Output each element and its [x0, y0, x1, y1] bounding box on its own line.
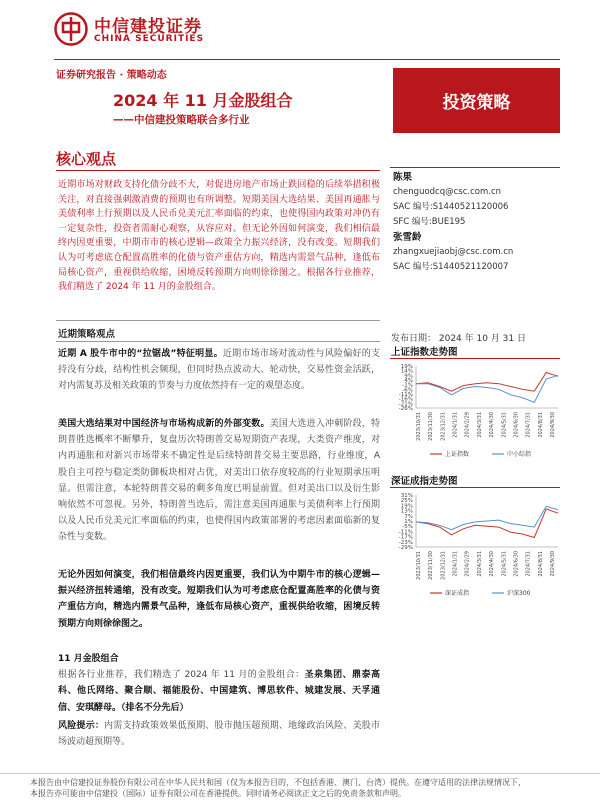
x-tick-label: 2023/10/31 [416, 551, 422, 580]
analyst-name: 陈果 [393, 172, 413, 183]
strategy-label: 投资策略 [442, 93, 511, 113]
legend-label: 沪深300 [507, 590, 531, 597]
analyst-divider [390, 167, 560, 168]
x-tick-label: 2024/5/31 [501, 412, 508, 438]
core-views-title: 核心观点 [56, 150, 117, 168]
disclaimer-footer [30, 777, 590, 799]
gold-portfolio-text [58, 667, 380, 716]
y-tick-label: -29% [398, 545, 413, 551]
gold-portfolio-intro: 根据各行业推荐，我们精选了 2024 年 11 月的金股组合： [58, 670, 305, 681]
gold-portfolio-title: 11 月金股组合 [58, 654, 119, 664]
analyst-email[interactable]: chenguodcq@csc.com.cn [393, 187, 502, 197]
paragraph-lead: 近期 A 股牛市中的“拉锯战”特征明显。 [58, 349, 223, 359]
y-tick-label: 31% [400, 493, 413, 499]
x-tick-label: 2024/7/31 [525, 551, 532, 577]
logo-english-name: CHINA SECURITIES [94, 34, 205, 44]
risk-warning [58, 718, 380, 750]
shenzhen-index-chart [390, 491, 560, 601]
analyst-email[interactable]: zhangxuejiaobj@csc.com.cn [393, 247, 514, 257]
report-subtitle: ——中信建投策略联合多行业 [113, 114, 250, 126]
x-tick-label: 2024/6/30 [513, 412, 520, 438]
risk-warning-lead: 风险提示： [58, 720, 105, 731]
y-tick-label: -23% [398, 539, 413, 546]
paragraph-internal-factors: 无论外因如何演变，我们相信最终内因更重要，我们认为中期牛市的核心逻辑—振兴经济扭转通缩，没有改变。短期我们认为可考虑底仓配置高胜率的化债与资产重估方向，精选内需景气品种，逢低布局核心资产，重视供给收缩，困境反转预期方向则徐徐图之。 [58, 570, 380, 629]
paragraph-market-battle [58, 346, 380, 395]
report-type: 证券研究报告 · 策略动态 [56, 70, 167, 81]
x-tick-label: 2023/11/30 [428, 412, 435, 441]
x-tick-label: 2024/7/31 [525, 412, 532, 438]
x-tick-label: 2024/5/31 [501, 551, 508, 577]
y-tick-label: -16% [398, 396, 413, 403]
logo-mark-icon [54, 12, 88, 46]
company-logo [54, 10, 224, 50]
y-tick-label: 13% [400, 508, 413, 515]
y-tick-label: 7% [404, 513, 413, 520]
legend-label: 中小综指 [507, 451, 532, 458]
x-tick-label: 2024/3/31 [476, 551, 483, 577]
y-tick-label: 14% [400, 368, 413, 375]
y-tick-label: -11% [398, 529, 413, 536]
y-tick-label: 4% [404, 378, 413, 384]
x-tick-label: 2024/6/30 [513, 551, 520, 577]
y-tick-label: 1% [404, 519, 413, 525]
x-tick-label: 2024/2/29 [464, 551, 471, 577]
y-tick-label: 25% [400, 498, 413, 505]
x-tick-label: 2024/3/31 [476, 412, 483, 438]
y-tick-label: -5% [402, 524, 413, 531]
y-tick-label: -1% [402, 382, 413, 389]
paragraph-lead: 美国大选结果对中国经济与市场构成新的外部变数。 [58, 419, 270, 429]
y-tick-label: -11% [398, 392, 413, 398]
chart-divider [390, 487, 560, 488]
x-tick-label: 2023/12/31 [440, 412, 447, 441]
y-tick-label: -26% [398, 406, 413, 412]
x-tick-label: 2024/9/30 [550, 412, 556, 438]
core-views-divider [56, 170, 380, 171]
gold-portfolio-stocks: 圣泉集团、鼎泰高科、他氏网络、聚合顺、福能股份、中国建筑、博思软件、城建发展、天孚通信、安琪酵母。（排名不分先后） [58, 670, 380, 713]
analyst-sac-number: SAC 编号:S1440521120007 [393, 262, 509, 272]
legend-label: 上证指数 [445, 451, 470, 458]
core-views-text: 近期市场对财政支持化债分歧不大，对促进房地产市场止跌回稳的后续举措积极关注，对直接强刺激消费的预期也有所调整。短期美国大选结果、美国再通胀与美债利率上行预期以及人民币兑美元汇率面临的约束，也使得国内政策对冲仍有一定复杂性，投资者需耐心观察，从容应对。但无论外因如何演变，我们相信最终内因更重要，中期市市的核心逻辑—政策全力振兴经济，没有改变。短期我们认为可考虑底仓配置高胜率的化债与资产重估方向，精选内需景气品种，逢低布局核心资产，重视供给收缩，困境反转预期方向则徐徐图之。根据各行业推荐，我们精选了 2024 年 11 月的金股组合。 [58, 180, 380, 293]
x-tick-label: 2024/8/31 [537, 551, 544, 577]
x-tick-label: 2023/10/31 [416, 412, 422, 441]
chart-divider [390, 358, 560, 359]
x-tick-label: 2024/9/30 [550, 551, 556, 577]
legend-label: 深证成指 [445, 590, 470, 597]
analyst-panel [393, 170, 560, 275]
y-tick-label: -17% [398, 534, 413, 541]
recent-strategy-title: 近期策略观点 [58, 329, 116, 340]
x-tick-label: 2024/2/29 [464, 412, 471, 438]
x-tick-label: 2024/1/31 [452, 551, 459, 577]
recent-strategy-divider [56, 341, 380, 342]
y-tick-label: 19% [400, 503, 413, 510]
chart-title: 上证指数走势图 [391, 347, 458, 358]
x-tick-label: 2024/1/31 [452, 412, 459, 438]
x-tick-label: 2023/11/30 [428, 551, 435, 580]
chart-title: 深证成指走势图 [391, 476, 458, 487]
strategy-label-box [393, 68, 560, 133]
risk-warning-body: 内需支持政策效果低预期、股市抛压超预期、地缘政治风险、美股市场波动超预期等。 [58, 720, 380, 748]
footer-divider [0, 773, 600, 774]
series-line [416, 375, 558, 402]
x-tick-label: 2024/4/30 [489, 551, 496, 577]
header-divider [54, 59, 560, 60]
series-line [416, 373, 558, 392]
disclaimer-line: 本报告由中信建投证券股份有限公司在中华人民共和国（仅为本报告目的，不包括香港、澳门、台湾）提供。在遵守适用的法律法规情况下， [30, 778, 526, 787]
y-tick-label: 19% [400, 364, 413, 370]
paragraph-us-election [58, 416, 380, 546]
analyst-sfc-number: SFC 编号:BUE195 [393, 217, 466, 227]
paragraph-body: 美国大选进入冲刺阶段，特朗普胜选概率不断攀升，复盘历次特朗普交易短期资产表现，大类资产维度，对内再通胀和对新兴市场带来不确定性是后续特朗普交易主要思路，行业维度，A 股自主可控与稳定类防御板块相对占优，对美出口依存度较高的行业短期承压明显。但需注意，本轮特朗普交易的剩多角度已明显前置。但对美出口以及衍生影响依然不可忽视。另外，特朗普当选后，需注意美国再通胀与美债利率上行预期以及人民币兑美元汇率面临的约束，也使得国内政策部署的考虑因素面临新的复杂性与变数。 [58, 419, 380, 543]
disclaimer-line: 本报告亦可能由中信建投（国际）证券有限公司在香港提供。同时请务必阅读正文之后的免责条款和声明。 [30, 789, 406, 798]
analyst-sac-number: SAC 编号:S1440521120006 [393, 202, 509, 212]
logo-chinese-name: 中信建投证券 [94, 17, 202, 37]
paragraph-body: 近期市场市场对流动性与风险偏好的支持没有分歧，结构性机会频现，但同时热点波动大、轮动快，交易性资金活跃，对内需复苏及相关政策的节奏与力度依然持有一定的观望态度。 [58, 349, 380, 392]
gold-portfolio-section [58, 651, 380, 750]
core-views-bottom-divider [56, 320, 380, 321]
y-tick-label: 9% [404, 373, 413, 380]
report-title: 2024 年 11 月金股组合 [113, 91, 293, 110]
x-tick-label: 2024/4/30 [489, 412, 496, 438]
y-tick-label: -6% [402, 387, 413, 394]
analyst-name: 张雪龄 [393, 232, 422, 243]
publish-date: 发布日期： 2024 年 10 月 31 日 [391, 334, 526, 344]
shanghai-index-chart [390, 362, 560, 462]
y-tick-label: -21% [398, 401, 413, 408]
x-tick-label: 2023/12/31 [440, 551, 447, 580]
x-tick-label: 2024/8/31 [537, 412, 544, 438]
